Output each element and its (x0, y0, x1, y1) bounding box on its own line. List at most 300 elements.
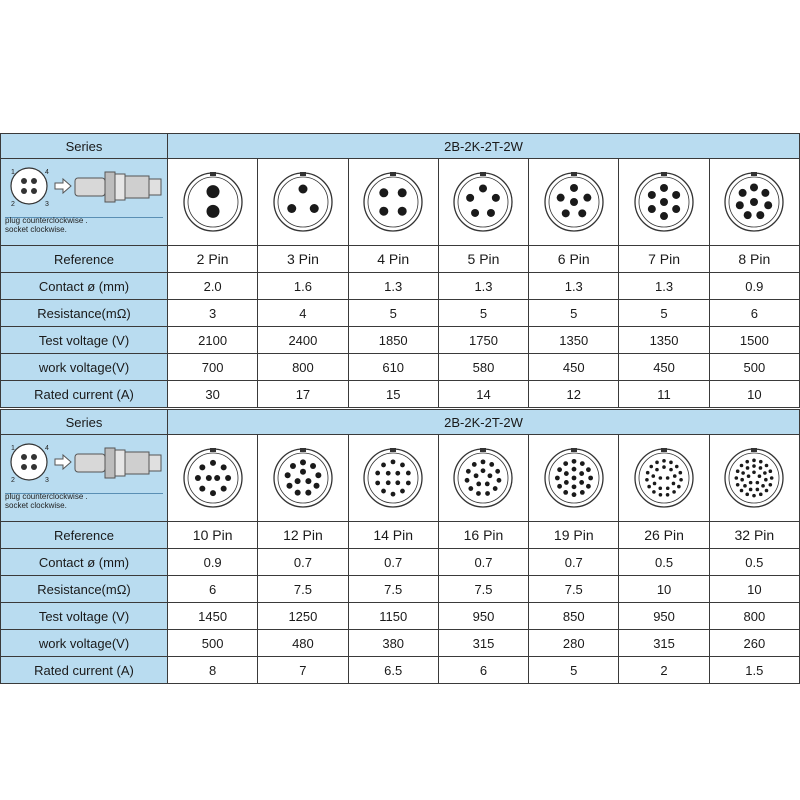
contact-pin (736, 201, 744, 209)
connector-outline (454, 449, 512, 507)
spec-value-cell: 0.7 (529, 549, 619, 576)
spec-value-cell: 1.6 (258, 273, 348, 300)
contact-pin (555, 476, 560, 481)
contact-pin (310, 463, 316, 469)
spec-value-cell: 5 (529, 657, 619, 684)
row-label: Test voltage (V) (1, 603, 168, 630)
spec-value-cell: 16 Pin (438, 522, 528, 549)
contact-pin (391, 459, 396, 464)
spec-value-cell: 5 (438, 300, 528, 327)
contact-pin (400, 463, 405, 468)
spec-value-cell: 6.5 (348, 657, 438, 684)
contact-pin (481, 468, 486, 473)
spec-value-cell: 10 (709, 576, 799, 603)
contact-pin (756, 481, 760, 485)
row-label: Contact ø (mm) (1, 549, 168, 576)
circular-connector-face-icon (452, 171, 514, 233)
spec-value-cell: 2100 (168, 327, 258, 354)
spec-value-cell: 2 Pin (168, 246, 258, 273)
circular-connector-face-icon (543, 171, 605, 233)
contact-pin (739, 189, 747, 197)
spec-value-cell: 700 (168, 354, 258, 381)
contact-pin (735, 476, 739, 480)
contact-pin (496, 469, 501, 474)
contact-pin (756, 488, 760, 492)
contact-pin (398, 207, 407, 216)
connector-key (571, 172, 577, 176)
contact-pin (660, 212, 668, 220)
spec-value-cell: 1.5 (709, 657, 799, 684)
spec-value-cell: 15 (348, 381, 438, 408)
contact-pin (562, 209, 570, 217)
row-label: Resistance(mΩ) (1, 300, 168, 327)
spec-value-cell: 1350 (619, 327, 709, 354)
connector-outline (364, 449, 422, 507)
spec-value-cell: 2 (619, 657, 709, 684)
contact-pin (770, 476, 774, 480)
connector-key (390, 172, 396, 176)
contact-pin (741, 478, 745, 482)
spec-value-cell: 2400 (258, 327, 348, 354)
contact-pin (653, 482, 657, 486)
contact-pin (386, 480, 391, 485)
spec-value-cell: 450 (529, 354, 619, 381)
spec-value-cell: 950 (619, 603, 709, 630)
contact-pin (210, 490, 216, 496)
orientation-note-plug: plug counterclockwise . (5, 492, 88, 501)
row-label: Contact ø (mm) (1, 273, 168, 300)
contact-pin (742, 471, 746, 475)
contact-pin (759, 460, 763, 464)
spec-value-cell: 610 (348, 354, 438, 381)
contact-pin (648, 191, 656, 199)
contact-pin (285, 472, 291, 478)
contact-pin (651, 474, 655, 478)
spec-value-cell: 1450 (168, 603, 258, 630)
spec-value-cell: 1500 (709, 327, 799, 354)
circular-connector-face-icon (723, 171, 785, 233)
contact-pin (220, 464, 226, 470)
row-label: Resistance(mΩ) (1, 576, 168, 603)
pin-number-2: 2 (11, 477, 15, 484)
series-value: 2B-2K-2T-2W (168, 134, 800, 159)
contact-pin (673, 474, 677, 478)
spec-value-cell: 26 Pin (619, 522, 709, 549)
contact-pin (497, 478, 502, 483)
row-label: Test voltage (V) (1, 327, 168, 354)
row-label: Rated current (A) (1, 381, 168, 408)
spec-value-cell: 380 (348, 630, 438, 657)
circular-connector-face-icon (362, 171, 424, 233)
row-label: Reference (1, 522, 168, 549)
connector-key (571, 448, 577, 452)
spec-value-cell: 14 (438, 381, 528, 408)
spec-value-cell: 500 (709, 354, 799, 381)
connector-outline (725, 449, 783, 507)
orientation-note-socket: socket clockwise. (5, 501, 67, 510)
contact-pin (660, 184, 668, 192)
contact-pin (391, 492, 396, 497)
spec-value-cell: 5 (348, 300, 438, 327)
circular-connector-face-icon (543, 447, 605, 509)
contact-pin (556, 194, 564, 202)
connector-key (300, 448, 306, 452)
spec-value-cell: 1.3 (438, 273, 528, 300)
contact-pin (744, 484, 748, 488)
contact-pin (298, 185, 307, 194)
row-label: work voltage(V) (1, 354, 168, 381)
spec-value-cell: 6 (438, 657, 528, 684)
spec-value-cell: 280 (529, 630, 619, 657)
spec-value-cell: 7 (258, 657, 348, 684)
contact-pin (765, 201, 773, 209)
contact-pin (679, 478, 683, 482)
contact-pin (571, 492, 576, 497)
circular-connector-face-icon (723, 447, 785, 509)
pin-layout-cell (348, 435, 438, 522)
contact-pin (659, 486, 663, 490)
contact-pin (396, 480, 401, 485)
contact-pin (669, 461, 673, 465)
contact-pin (762, 189, 770, 197)
connector-key (661, 448, 667, 452)
contact-pin (648, 205, 656, 213)
contact-pin (305, 490, 311, 496)
spec-value-cell: 10 Pin (168, 522, 258, 549)
contact-pin (759, 493, 763, 497)
contact-pin (646, 471, 650, 475)
spec-value-cell: 7 Pin (619, 246, 709, 273)
contact-pin (762, 484, 766, 488)
spec-value-cell: 1.3 (348, 273, 438, 300)
connector-key (210, 172, 216, 176)
contact-pin (492, 194, 500, 202)
contact-pin (757, 211, 765, 219)
contact-pin (746, 466, 750, 470)
contact-pin (750, 198, 758, 206)
connector-key (300, 172, 306, 176)
spec-value-cell: 6 (168, 576, 258, 603)
spec-value-cell: 32 Pin (709, 522, 799, 549)
contact-pin (472, 209, 480, 217)
contact-pin (214, 475, 220, 481)
contact-pin (295, 478, 301, 484)
contact-pin (769, 469, 773, 473)
series-value: 2B-2K-2T-2W (168, 410, 800, 435)
connector-outline (274, 449, 332, 507)
spec-value-cell: 1.3 (619, 273, 709, 300)
row-label: work voltage(V) (1, 630, 168, 657)
contact-pin (666, 476, 670, 480)
contact-pin (769, 483, 773, 487)
contact-pin (672, 205, 680, 213)
contact-pin (305, 478, 311, 484)
contact-pin (746, 493, 750, 497)
contact-pin (758, 474, 762, 478)
spec-value-cell: 5 Pin (438, 246, 528, 273)
contact-pin (659, 493, 663, 497)
contact-pin (570, 198, 578, 206)
contact-pin (753, 464, 757, 468)
contact-pin (652, 490, 656, 494)
spec-value-cell: 1350 (529, 327, 619, 354)
contact-pin (564, 480, 569, 485)
contact-pin (659, 476, 663, 480)
spec-value-cell: 315 (619, 630, 709, 657)
contact-pin (486, 491, 491, 496)
circular-connector-face-icon (633, 447, 695, 509)
contact-pin (747, 474, 751, 478)
contact-pin (488, 473, 493, 478)
contact-pin (662, 465, 666, 469)
row-label: Rated current (A) (1, 657, 168, 684)
spec-value-cell: 0.7 (348, 549, 438, 576)
connector-key (661, 172, 667, 176)
spec-value-cell: 8 (168, 657, 258, 684)
series-label: Series (1, 134, 168, 159)
pin-layout-cell (168, 435, 258, 522)
spec-value-cell: 4 Pin (348, 246, 438, 273)
pin-layout-cell (438, 435, 528, 522)
contact-pin (666, 493, 670, 497)
contact-pin (744, 211, 752, 219)
contact-pin (485, 481, 490, 486)
contact-pin (571, 459, 576, 464)
contact-pin (477, 481, 482, 486)
spec-value-cell: 10 (709, 381, 799, 408)
spec-value-cell: 5 (529, 300, 619, 327)
contact-pin (759, 466, 763, 470)
spec-value-cell: 1750 (438, 327, 528, 354)
connector-key (480, 172, 486, 176)
connector-key (751, 448, 757, 452)
circular-connector-face-icon (362, 447, 424, 509)
contact-pin (199, 464, 205, 470)
contact-pin (655, 468, 659, 472)
contact-pin (375, 471, 380, 476)
contact-pin (386, 471, 391, 476)
orientation-note-plug: plug counterclockwise . (5, 216, 88, 225)
contact-pin (736, 483, 740, 487)
series-label: Series (1, 410, 168, 435)
contact-pin (481, 459, 486, 464)
contact-pin (736, 469, 740, 473)
spec-value-cell: 450 (619, 354, 709, 381)
contact-pin (672, 490, 676, 494)
spec-value-cell: 12 Pin (258, 522, 348, 549)
contact-pin (679, 471, 683, 475)
connector-outline (364, 173, 422, 231)
contact-pin (669, 468, 673, 472)
contact-pin (740, 464, 744, 468)
spec-value-cell: 580 (438, 354, 528, 381)
contact-pin (649, 465, 653, 469)
connector-key (390, 448, 396, 452)
contact-pin (487, 209, 495, 217)
pin-layout-cell (709, 435, 799, 522)
pin-number-4: 4 (45, 169, 49, 176)
spec-value-cell: 2.0 (168, 273, 258, 300)
spec-value-cell: 7.5 (348, 576, 438, 603)
contact-pin (381, 489, 386, 494)
contact-pin (749, 488, 753, 492)
pin-number-3: 3 (45, 477, 49, 484)
connector-outline (184, 173, 242, 231)
spec-value-cell: 1150 (348, 603, 438, 630)
contact-pin (578, 209, 586, 217)
contact-pin (406, 481, 411, 486)
contact-pin (588, 476, 593, 481)
spec-value-cell: 7.5 (529, 576, 619, 603)
contact-pin (380, 207, 389, 216)
spec-value-cell: 500 (168, 630, 258, 657)
contact-pin (746, 460, 750, 464)
spec-value-cell: 850 (529, 603, 619, 630)
contact-pin (647, 485, 651, 489)
contact-pin (580, 490, 585, 495)
spec-value-cell: 0.7 (438, 549, 528, 576)
spec-value-cell: 800 (258, 354, 348, 381)
spec-value-cell: 30 (168, 381, 258, 408)
contact-pin (655, 461, 659, 465)
connector-key (210, 448, 216, 452)
contact-pin (300, 459, 306, 465)
circular-connector-face-icon (452, 447, 514, 509)
contact-pin (400, 489, 405, 494)
contact-pin (662, 459, 666, 463)
orientation-illustration (1, 435, 168, 522)
contact-pin (749, 481, 753, 485)
row-label: Reference (1, 246, 168, 273)
spec-value-cell: 8 Pin (709, 246, 799, 273)
contact-pin (472, 462, 477, 467)
contact-pin (753, 459, 757, 463)
spec-value-cell: 800 (709, 603, 799, 630)
contact-pin (295, 490, 301, 496)
connector-outline (635, 449, 693, 507)
contact-pin (220, 486, 226, 492)
pin-layout-cell (348, 159, 438, 246)
contact-pin (375, 481, 380, 486)
contact-pin (398, 188, 407, 197)
pin-layout-cell (529, 435, 619, 522)
spec-value-cell: 1250 (258, 603, 348, 630)
contact-pin (206, 185, 219, 198)
contact-pin (583, 194, 591, 202)
contact-pin (479, 184, 487, 192)
contact-pin (313, 483, 319, 489)
contact-pin (586, 467, 591, 472)
contact-pin (753, 494, 757, 498)
circular-connector-face-icon (182, 447, 244, 509)
connector-outline (184, 449, 242, 507)
circular-connector-face-icon (272, 171, 334, 233)
contact-pin (396, 471, 401, 476)
contact-pin (563, 490, 568, 495)
contact-pin (764, 478, 768, 482)
contact-pin (466, 469, 471, 474)
spec-value-cell: 6 Pin (529, 246, 619, 273)
spec-value-cell: 0.7 (258, 549, 348, 576)
contact-pin (380, 188, 389, 197)
spec-value-cell: 1850 (348, 327, 438, 354)
contact-pin (381, 463, 386, 468)
contact-pin (205, 475, 211, 481)
contact-pin (666, 486, 670, 490)
contact-pin (675, 465, 679, 469)
orientation-illustration (1, 159, 168, 246)
contact-pin (465, 478, 470, 483)
spec-value-cell: 7.5 (438, 576, 528, 603)
pin-layout-cell (168, 159, 258, 246)
contact-pin (477, 491, 482, 496)
circular-connector-face-icon (272, 447, 334, 509)
contact-pin (474, 473, 479, 478)
contact-pin (557, 484, 562, 489)
contact-pin (571, 467, 576, 472)
contact-pin (645, 478, 649, 482)
spec-value-cell: 11 (619, 381, 709, 408)
contact-pin (571, 484, 576, 489)
contact-pin (199, 486, 205, 492)
contact-pin (225, 475, 231, 481)
connector-plug-icon (1, 435, 167, 493)
contact-pin (750, 183, 758, 191)
spec-value-cell: 14 Pin (348, 522, 438, 549)
contact-pin (677, 485, 681, 489)
contact-pin (210, 460, 216, 466)
contact-pin (753, 470, 757, 474)
contact-pin (672, 191, 680, 199)
contact-pin (570, 184, 578, 192)
contact-pin (467, 194, 475, 202)
spec-value-cell: 0.5 (709, 549, 799, 576)
contact-pin (310, 204, 319, 213)
connector-outline (274, 173, 332, 231)
spec-value-cell: 5 (619, 300, 709, 327)
pin-layout-cell (529, 159, 619, 246)
spec-value-cell: 480 (258, 630, 348, 657)
pin-layout-cell (258, 435, 348, 522)
pin-layout-cell (438, 159, 528, 246)
contact-pin (765, 464, 769, 468)
contact-pin (195, 475, 201, 481)
connector-outline (454, 173, 512, 231)
pin-number-2: 2 (11, 201, 15, 208)
spec-value-cell: 260 (709, 630, 799, 657)
contact-pin (469, 486, 474, 491)
spec-value-cell: 1.3 (529, 273, 619, 300)
contact-pin (580, 461, 585, 466)
spec-value-cell: 7.5 (258, 576, 348, 603)
connector-key (480, 448, 486, 452)
contact-pin (763, 471, 767, 475)
contact-pin (286, 483, 292, 489)
pin-layout-cell (258, 159, 348, 246)
contact-pin (563, 461, 568, 466)
contact-pin (493, 486, 498, 491)
pin-number-4: 4 (45, 445, 49, 452)
spec-value-cell: 0.9 (168, 549, 258, 576)
connector-key (751, 172, 757, 176)
contact-pin (406, 471, 411, 476)
contact-pin (660, 198, 668, 206)
contact-pin (300, 469, 306, 475)
pin-number-3: 3 (45, 201, 49, 208)
contact-pin (579, 480, 584, 485)
contact-pin (557, 467, 562, 472)
spec-value-cell: 950 (438, 603, 528, 630)
